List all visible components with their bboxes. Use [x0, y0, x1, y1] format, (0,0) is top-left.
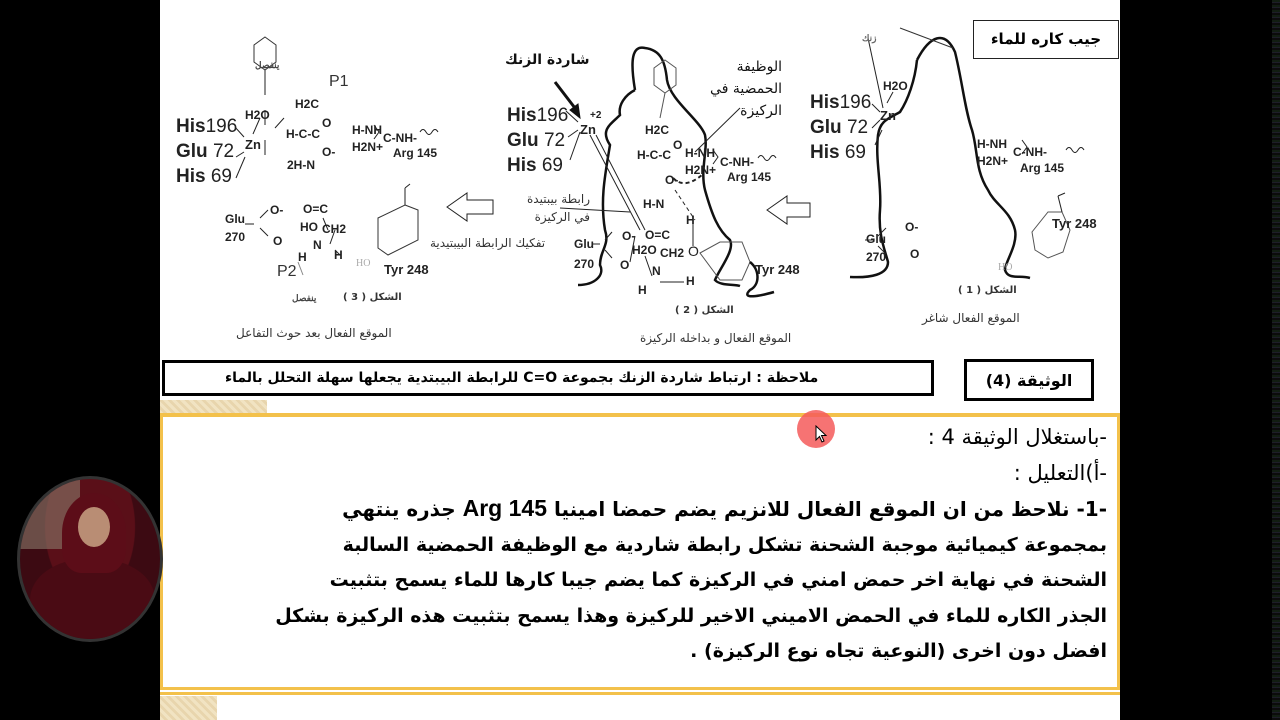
fig3-glu-o-minus: O- — [270, 203, 284, 217]
fig3-ch2: CH2 — [322, 222, 347, 236]
fig2-peptide-bond-label: رابطة بيبتيدة في الركيزة — [527, 192, 590, 224]
fig3-arg-chain: C-NH- — [383, 131, 417, 145]
text-line-3: -1- نلاحظ من ان الموقع الفعال للانزيم يضم حمضا امينيا Arg 145 جذره ينتهي — [342, 495, 1107, 521]
fig2-glu-o-minus: O- — [622, 229, 636, 243]
fig2-glu-num: 270 — [574, 257, 595, 271]
panel-border-top — [160, 413, 1120, 417]
fig2-zinc-ion-label: شاردة الزنك — [505, 52, 590, 68]
fig1-arg-label: Arg 145 — [1020, 161, 1065, 175]
fig3-oc: O=C — [303, 202, 329, 216]
fig2-h-top: H — [686, 213, 695, 227]
fig3-number: الشكل ( 3 ) — [343, 292, 402, 303]
fig3-hn: 2H-N — [287, 158, 316, 172]
fig3-caption: الموقع الفعال بعد حوث التفاعل — [236, 326, 392, 340]
fig3-residues: His196 Glu 72 His 69 — [176, 116, 238, 187]
fig2-tyr: Tyr 248 — [755, 262, 800, 277]
fig3-ho: HO — [300, 220, 318, 234]
fig2-h2c: H2C — [645, 123, 670, 137]
fig2-h2o: H2O — [632, 243, 657, 257]
fig3-o-minus: O- — [322, 145, 336, 159]
fig3-zn: Zn — [245, 137, 261, 152]
fig3-arg-label: Arg 145 — [393, 146, 438, 160]
fig1-o: O — [910, 247, 920, 261]
fig1-zinc-label: زنك — [862, 33, 877, 43]
document-label: الوثيقة (4) — [985, 370, 1073, 390]
decorative-tab-strip-bottom — [160, 696, 217, 720]
fig3-n: N — [313, 238, 322, 252]
hydrophobic-pocket-label: جيب كاره للماء — [990, 30, 1102, 48]
text-line-2: -أ)التعليل : — [1013, 460, 1107, 485]
fig3-separates-top: ينفصل — [255, 60, 280, 70]
fig2-caption: الموقع الفعال و بداخله الركيزة — [640, 331, 792, 345]
text-line-5: الشحنة في نهاية اخر حمض امني في الركيزة كما يضم جيبا كارها للماء يسمح بتثبيت — [329, 569, 1107, 591]
fig2-residues: His196 Glu 72 His 69 — [507, 105, 569, 176]
fig1-arg-chain: C-NH- — [1013, 145, 1047, 159]
decorative-tab-strip — [160, 400, 267, 414]
fig2-arg-label: Arg 145 — [727, 170, 772, 184]
fig3-h-left: H — [298, 250, 307, 264]
panel-border-bottom — [160, 687, 1120, 690]
fig2-h-left: H — [638, 283, 647, 297]
fig2-glu-o: O — [620, 258, 630, 272]
document-label-box — [964, 359, 1094, 401]
text-line-7: افضل دون اخرى (النوعية تجاه نوع الركيزة) . — [690, 640, 1107, 662]
fig3-h2o: H2O — [245, 108, 270, 122]
fig2-acid-function-label: الوظيفة الحمضية في الركيزة — [710, 59, 782, 119]
fig2-o-eq: O — [673, 138, 683, 152]
video-edge-noise — [1272, 0, 1280, 720]
fig3-glu: Glu — [225, 212, 245, 226]
fig1-tyr-ho: HO — [998, 262, 1013, 273]
fig2-o-minus: O- — [665, 173, 679, 187]
fig1-arg-top: H-NH — [977, 137, 1007, 151]
fig3-glu-o: O — [273, 234, 283, 248]
fig3-arg-mid: H2N+ — [352, 140, 384, 154]
fig3-o: O — [322, 116, 332, 130]
fig2-hcc: H-C-C — [637, 148, 671, 162]
fig1-glu-num: 270 — [866, 250, 887, 264]
fig2-n: N — [652, 264, 661, 278]
mouse-pointer-icon — [815, 425, 829, 445]
fig3-glu-num: 270 — [225, 230, 246, 244]
fig3-tyr-ho: HO — [356, 258, 371, 269]
fig3-hcc: H-C-C — [286, 127, 320, 141]
fig1-h2o: H2O — [883, 79, 908, 93]
fig2-oc: O=C — [645, 228, 671, 242]
fig3-tyr: Tyr 248 — [384, 262, 429, 277]
text-line-4: بمجموعة كيميائية موجبة الشحنة تشكل رابطة شاردية مع الوظيفة الحمضية السالبة — [342, 533, 1107, 556]
note-box — [162, 360, 934, 396]
fig1-residues: His196 Glu 72 His 69 — [810, 92, 872, 163]
peptide-cleavage-caption: تفكيك الرابطة البيبتيدية — [430, 236, 546, 250]
fig2-h-right: H — [686, 274, 695, 288]
fig2-number: الشكل ( 2 ) — [675, 305, 734, 316]
explanation-text — [175, 420, 1107, 670]
fig2-tyr-o: O — [688, 243, 699, 259]
fig2-arg-top: H-NH — [685, 146, 715, 160]
fig2-arg-mid: H2N+ — [685, 163, 717, 177]
fig1-tyr: Tyr 248 — [1052, 216, 1097, 231]
fig1-o-minus: O- — [905, 220, 919, 234]
fig3-h2c: H2C — [295, 97, 320, 111]
fig3-arg-top: H-NH — [352, 123, 382, 137]
fig2-zn-charge: +2 — [590, 110, 602, 121]
fig1-arg-mid: H2N+ — [977, 154, 1009, 168]
fig2-arg-chain: C-NH- — [720, 155, 754, 169]
fig3-p1-label: P1 — [329, 73, 349, 90]
fig3-separates-bottom: ينفصل — [292, 293, 317, 303]
hydrophobic-pocket-label-box — [973, 20, 1119, 59]
fig2-zn: Zn — [580, 122, 596, 137]
fig1-zn: Zn — [880, 108, 896, 123]
note-text: ملاحظة : ارتباط شاردة الزنك بجموعة C=O للرابطة البيبتدية يجعلها سهلة التحلل بالماء — [225, 370, 819, 386]
fig2-ch2: CH2 — [660, 246, 685, 260]
presenter-webcam — [17, 476, 163, 642]
fig2-glu: Glu — [574, 237, 594, 251]
text-line-6: الجذر الكاره للماء في الحمض الاميني الاخير للركيزة وهذا يسمح بتثبيت هذه الركيزة بشكل — [275, 604, 1107, 627]
fig1-number: الشكل ( 1 ) — [958, 285, 1017, 296]
panel-border-right — [1117, 413, 1120, 688]
fig1-glu: Glu — [866, 232, 886, 246]
fig2-hn: H-N — [643, 197, 665, 211]
fig1-caption: الموقع الفعال شاغر — [922, 311, 1020, 325]
text-line-1: -باستغلال الوثيقة 4 : — [927, 425, 1107, 449]
panel-border-bottom-2 — [160, 692, 1120, 695]
fig3-h-right: H — [334, 248, 343, 262]
fig3-p2-label: P2 — [277, 263, 297, 280]
